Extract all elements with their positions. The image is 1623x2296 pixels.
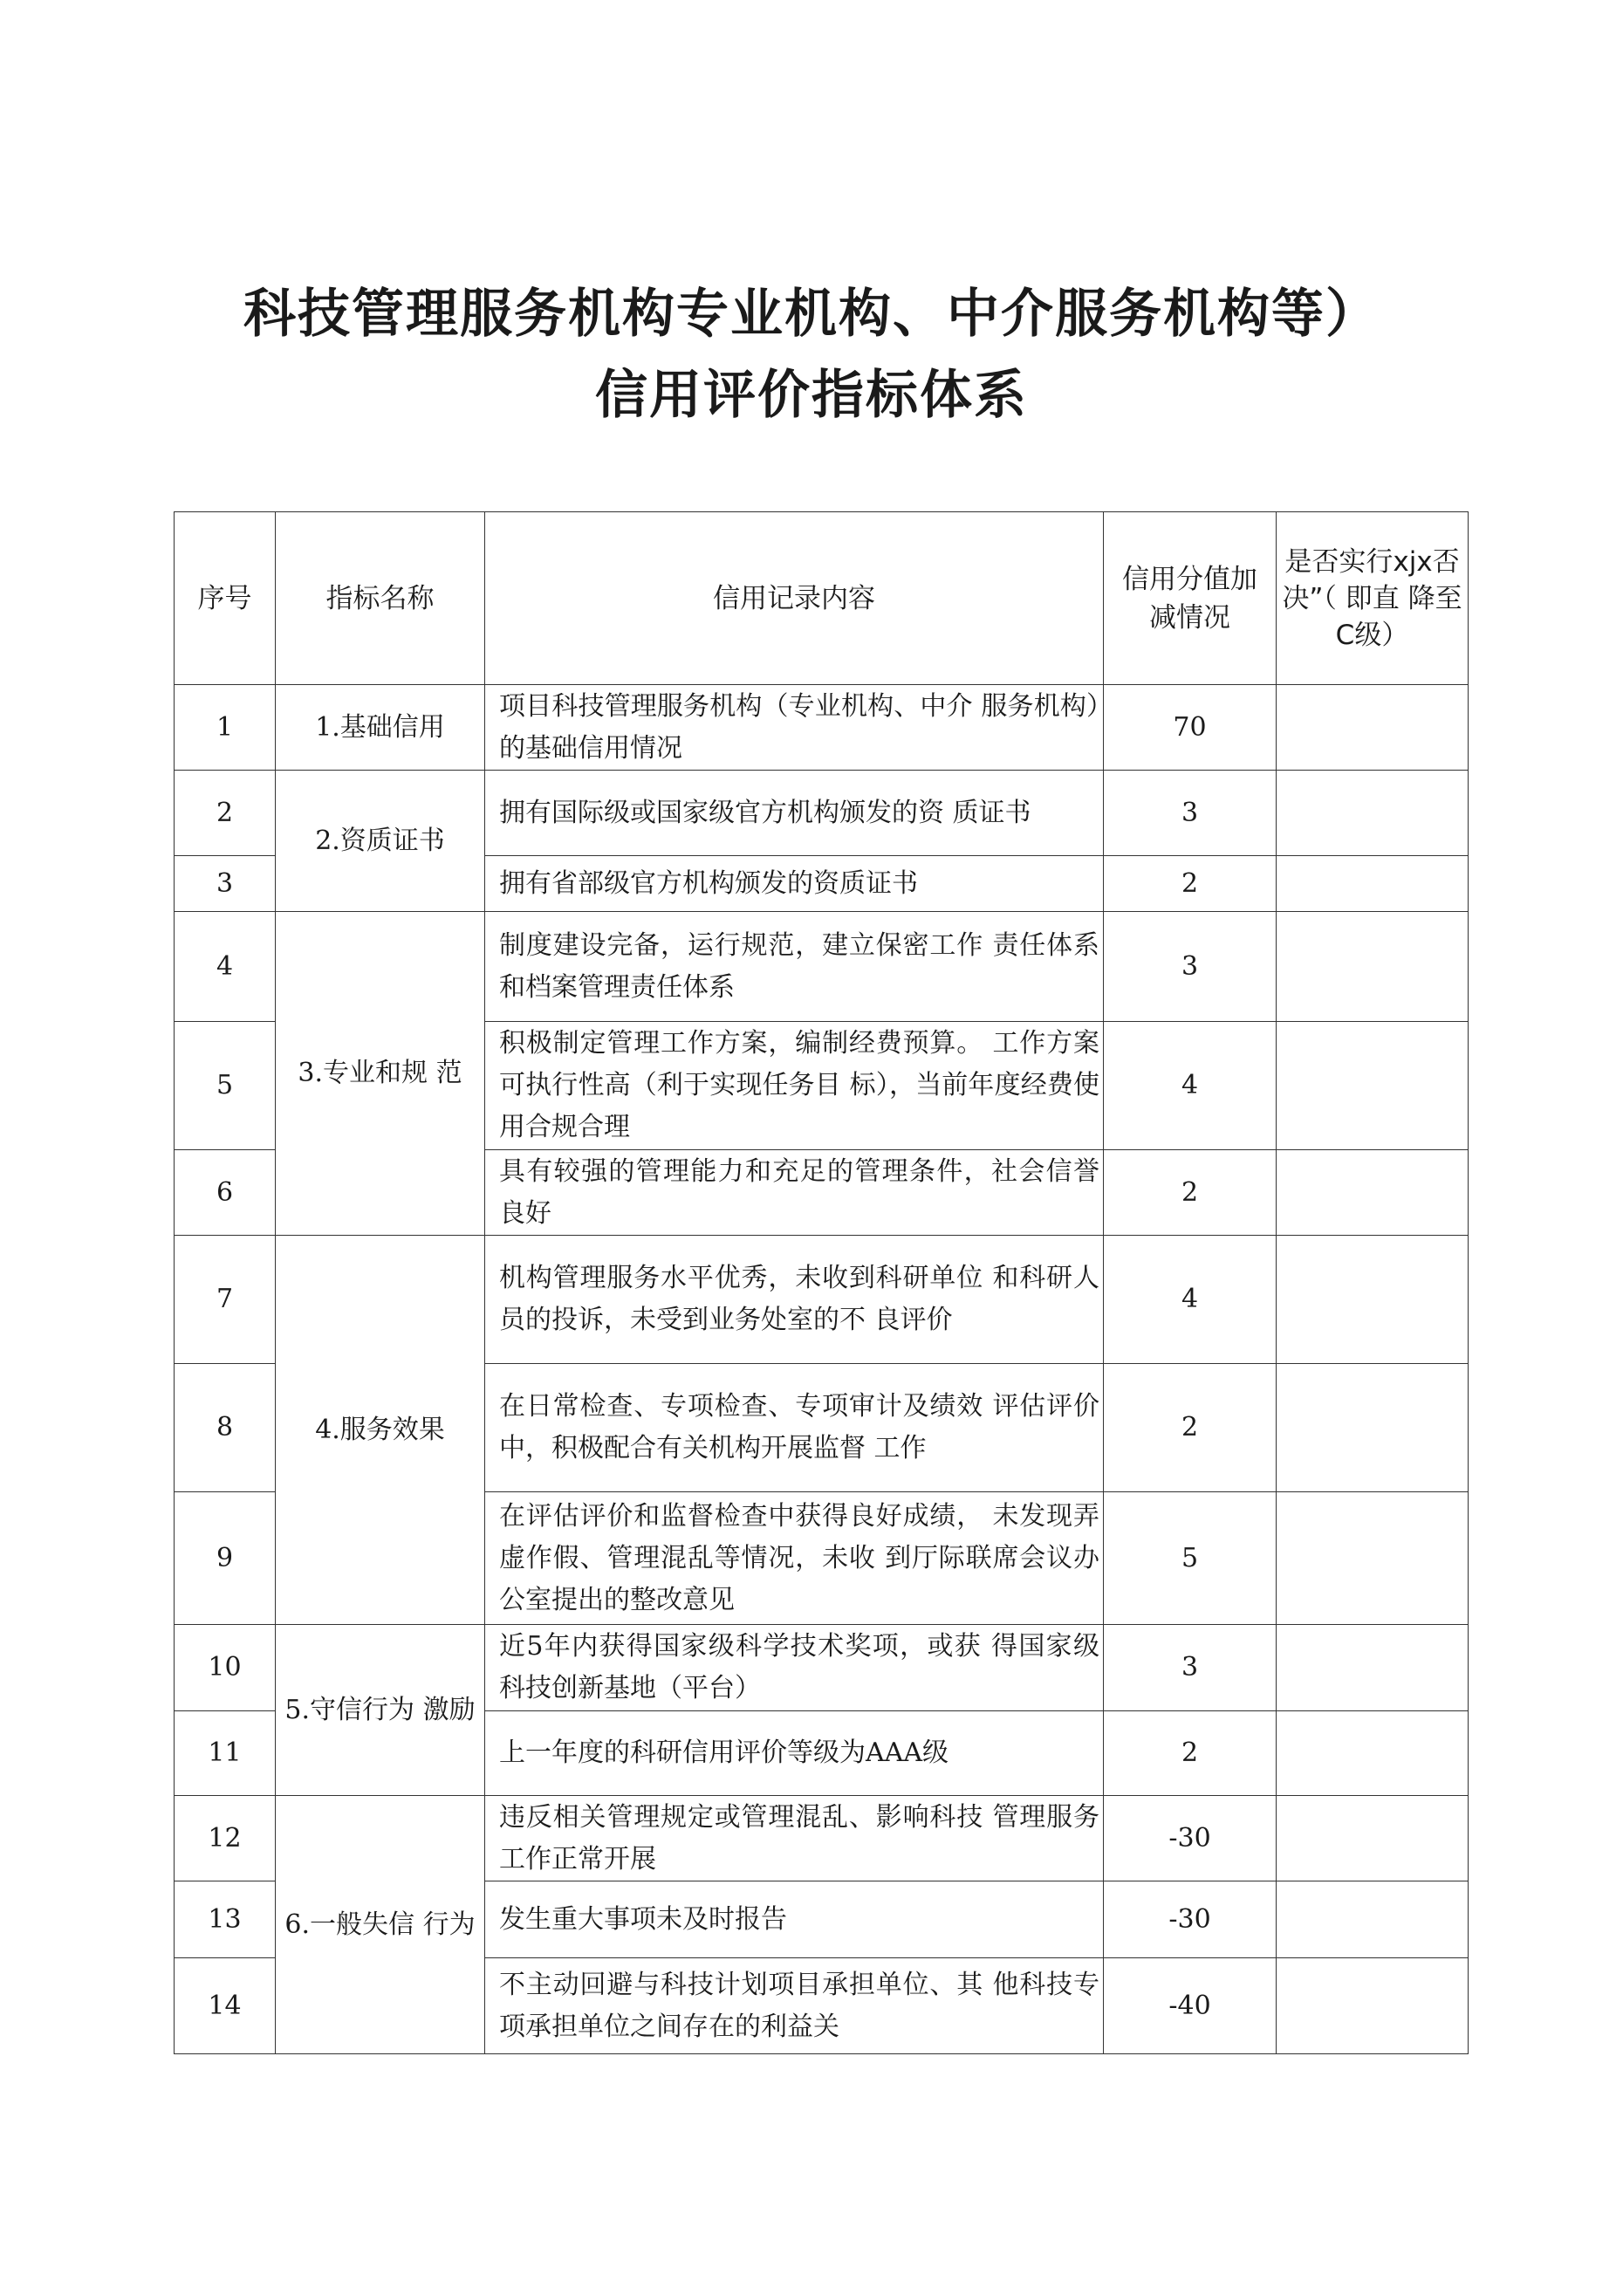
row-seq: 13: [175, 1881, 276, 1958]
row-seq: 12: [175, 1796, 276, 1881]
row-content: 机构管理服务水平优秀，未收到科研单位 和科研人员的投诉，未受到业务处室的不 良评价: [485, 1236, 1104, 1364]
row-content: 违反相关管理规定或管理混乱、影响科技 管理服务工作正常开展: [485, 1796, 1104, 1881]
row-content: 上一年度的科研信用评价等级为AAA级: [485, 1711, 1104, 1796]
row-content: 项目科技管理服务机构（专业机构、中介 服务机构）的基础信用情况: [485, 685, 1104, 771]
row-veto: [1277, 1150, 1469, 1236]
row-seq: 5: [175, 1022, 276, 1150]
row-content: 积极制定管理工作方案，编制经费预算。 工作方案可执行性高（利于实现任务目 标），当前年度经费使用合规合理: [485, 1022, 1104, 1150]
row-veto: [1277, 1958, 1469, 2054]
row-seq: 7: [175, 1236, 276, 1364]
row-content: 拥有省部级官方机构颁发的资质证书: [485, 856, 1104, 912]
row-seq: 2: [175, 771, 276, 856]
row-content: 发生重大事项未及时报告: [485, 1881, 1104, 1958]
row-content: 不主动回避与科技计划项目承担单位、其 他科技专项承担单位之间存在的利益关: [485, 1958, 1104, 2054]
row-seq: 10: [175, 1625, 276, 1711]
row-score: 4: [1104, 1022, 1277, 1150]
document-title-line1: 科技管理服务机构专业机构、中介服务机构等）: [243, 284, 1380, 345]
table-row: [175, 685, 1469, 771]
indicator-name: 1.基础信用: [276, 685, 485, 771]
row-content: 拥有国际级或国家级官方机构颁发的资 质证书: [485, 771, 1104, 856]
header-seq: 序号: [175, 512, 276, 685]
table-header-row: [175, 512, 1469, 685]
row-seq: 1: [175, 685, 276, 771]
row-veto: [1277, 1711, 1469, 1796]
row-veto: [1277, 1236, 1469, 1364]
row-content: 在日常检查、专项检查、专项审计及绩效 评估评价中，积极配合有关机构开展监督 工作: [485, 1364, 1104, 1492]
row-content: 近5年内获得国家级科学技术奖项，或获 得国家级科技创新基地（平台）: [485, 1625, 1104, 1711]
row-score: 2: [1104, 1711, 1277, 1796]
row-seq: 14: [175, 1958, 276, 2054]
row-seq: 9: [175, 1492, 276, 1625]
row-content: 具有较强的管理能力和充足的管理条件，社会信誉良好: [485, 1150, 1104, 1236]
indicator-name: 3.专业和规 范: [276, 912, 485, 1236]
row-score: 3: [1104, 1625, 1277, 1711]
table-row: [175, 1796, 1469, 1881]
indicator-name: 6.一般失信 行为: [276, 1796, 485, 2054]
row-veto: [1277, 1022, 1469, 1150]
row-seq: 6: [175, 1150, 276, 1236]
row-score: 2: [1104, 856, 1277, 912]
row-score: 5: [1104, 1492, 1277, 1625]
row-score: -30: [1104, 1881, 1277, 1958]
row-score: -40: [1104, 1958, 1277, 2054]
row-score: 2: [1104, 1150, 1277, 1236]
credit-evaluation-table: [174, 511, 1469, 2054]
row-veto: [1277, 685, 1469, 771]
table-row: [175, 1236, 1469, 1364]
indicator-name: 4.服务效果: [276, 1236, 485, 1625]
indicator-name: 5.守信行为 激励: [276, 1625, 485, 1796]
row-content: 制度建设完备，运行规范，建立保密工作 责任体系和档案管理责任体系: [485, 912, 1104, 1022]
table-row: [175, 912, 1469, 1022]
row-veto: [1277, 856, 1469, 912]
row-seq: 4: [175, 912, 276, 1022]
row-seq: 11: [175, 1711, 276, 1796]
row-score: 70: [1104, 685, 1277, 771]
row-seq: 8: [175, 1364, 276, 1492]
header-veto: 是否实行xjx否 决”（ 即直 降至C级）: [1277, 512, 1469, 685]
row-seq: 3: [175, 856, 276, 912]
row-score: 3: [1104, 771, 1277, 856]
table-row: [175, 771, 1469, 856]
row-veto: [1277, 912, 1469, 1022]
header-name: 指标名称: [276, 512, 485, 685]
row-veto: [1277, 771, 1469, 856]
header-score: 信用分值加减情况: [1104, 512, 1277, 685]
row-veto: [1277, 1364, 1469, 1492]
row-score: 4: [1104, 1236, 1277, 1364]
row-content: 在评估评价和监督检查中获得良好成绩， 未发现弄虚作假、管理混乱等情况，未收 到厅际联席会议办公室提出的整改意见: [485, 1492, 1104, 1625]
document-title-line2: 信用评价指标体系: [595, 365, 1028, 426]
row-veto: [1277, 1492, 1469, 1625]
table-row: [175, 1625, 1469, 1711]
row-veto: [1277, 1796, 1469, 1881]
row-score: 3: [1104, 912, 1277, 1022]
row-veto: [1277, 1881, 1469, 1958]
row-veto: [1277, 1625, 1469, 1711]
indicator-name: 2.资质证书: [276, 771, 485, 912]
row-score: 2: [1104, 1364, 1277, 1492]
row-score: -30: [1104, 1796, 1277, 1881]
header-content: 信用记录内容: [485, 512, 1104, 685]
